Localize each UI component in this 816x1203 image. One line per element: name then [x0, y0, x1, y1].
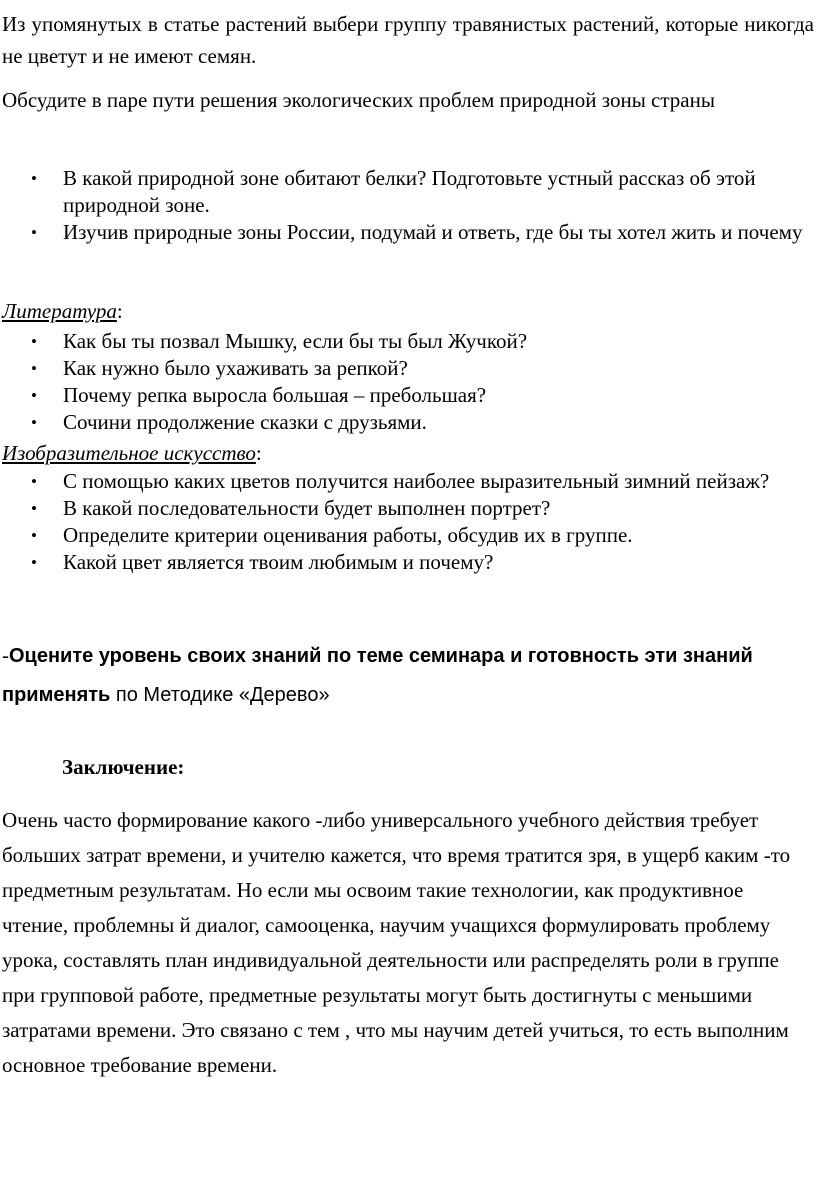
conclusion-heading: Заключение:: [62, 755, 185, 779]
art-heading: [2, 440, 814, 467]
assessment-dash: -: [2, 643, 9, 667]
art-question-list: [0, 468, 814, 576]
list-item: • Сочини продолжение сказки с друзьями.: [0, 409, 814, 436]
list-item: • В какой природной зоне обитают белки? Подготовьте устный рассказ об этой природной зоне.: [0, 165, 814, 219]
art-colon: :: [255, 441, 262, 465]
art-label: Изобразительное искусство: [2, 441, 256, 465]
list-item: • Изучив природные зоны России, подумай и ответь, где бы ты хотел жить и почему: [0, 219, 814, 246]
nature-question-list: [0, 165, 814, 246]
intro-paragraph-plants: Из упомянутых в статье растений выбери группу травянистых растений, которые никогда не цветут и не имеют семян.: [2, 12, 814, 68]
list-item: • Какой цвет является твоим любимым и почему?: [0, 549, 814, 576]
conclusion-paragraph: Очень часто формирование какого -либо универсального учебного действия требует больших затрат времени, и учителю кажется, что время тратится зря, в ущерб каким -то предметным результатам. Но если мы освоим такие технологии, как продуктивное чтение, проблемны й диалог, самооценка, научим учащихся формулировать проблему урока, составлять план индивидуальной деятельности или распределять роли в группе при групповой работе, предметные результаты могут быть достигнуты с меньшими затратами времени. Это связано с тем , что мы научим детей учиться, то есть выполним основное требование времени.: [2, 808, 791, 1077]
literature-question-list: [0, 328, 814, 436]
list-item: • С помощью каких цветов получится наиболее выразительный зимний пейзаж?: [0, 468, 814, 495]
list-item: • Почему репка выросла большая – пребольшая?: [0, 382, 814, 409]
list-item: • Определите критерии оценивания работы, обсудив их в группе.: [0, 522, 814, 549]
list-item: • Как бы ты позвал Мышку, если бы ты был Жучкой?: [0, 328, 814, 355]
assessment-bold-text: Оцените уровень своих знаний по теме семинара и готовность эти знаний применять: [2, 645, 753, 706]
literature-heading: [2, 298, 814, 325]
intro-paragraph-ecology: Обсудите в паре пути решения экологических проблем природной зоны страны: [2, 88, 715, 112]
list-item: • В какой последовательности будет выполнен портрет?: [0, 495, 814, 522]
assessment-paragraph: [2, 636, 814, 714]
list-item: • Как нужно было ухаживать за репкой?: [0, 355, 814, 382]
literature-colon: :: [116, 299, 123, 323]
literature-label: Литература: [2, 299, 117, 323]
assessment-normal-text: по Методике «Дерево»: [110, 684, 330, 706]
